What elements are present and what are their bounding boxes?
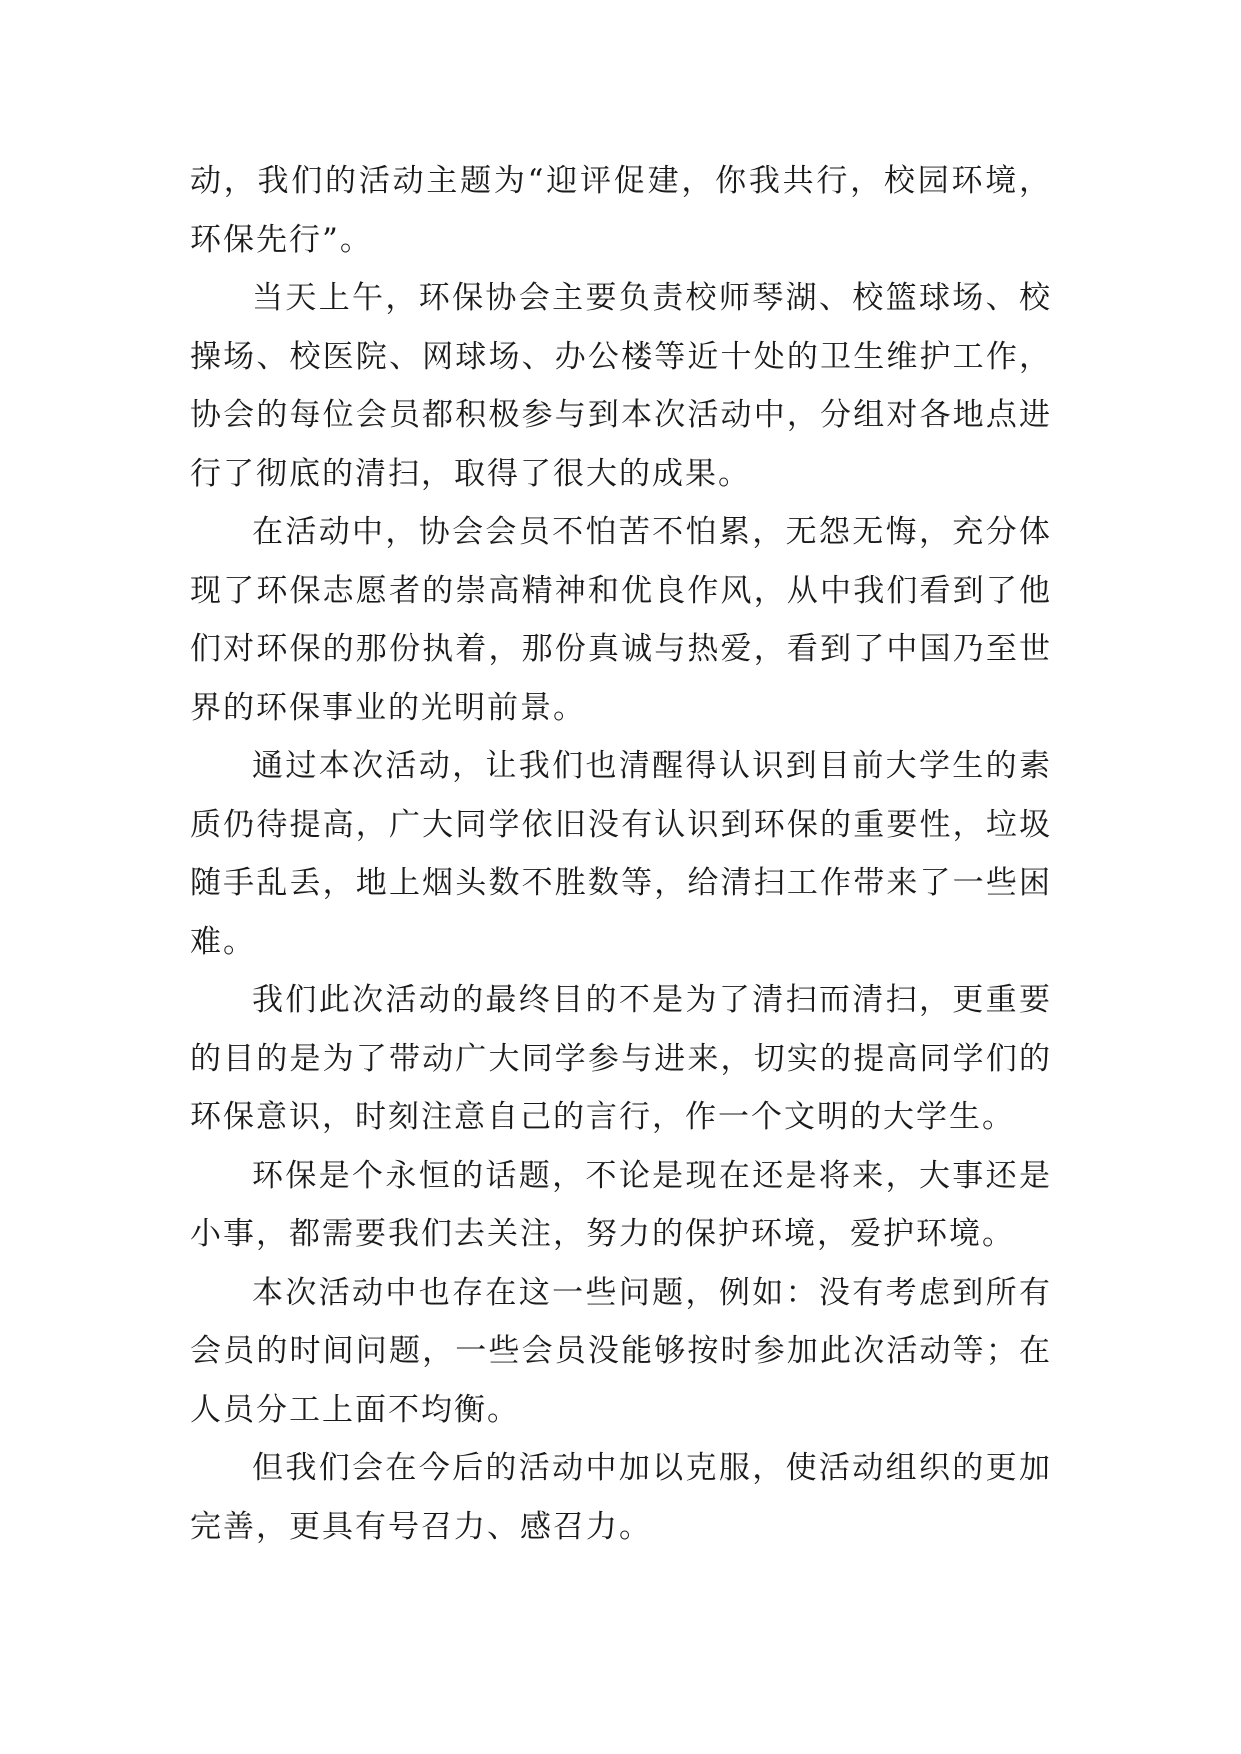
paragraph-1: 动，我们的活动主题为“迎评促建，你我共行，校园环境，环保先行”。 <box>190 163 1052 258</box>
paragraph-6: 环保是个永恒的话题，不论是现在还是将来，大事还是小事，都需要我们去关注，努力的保护环境，爱护环境。 <box>190 1157 1052 1252</box>
paragraph-4: 通过本次活动，让我们也清醒得认识到目前大学生的素质仍待提高，广大同学依旧没有认识到环保的重要性，垃圾随手乱丢，地上烟头数不胜数等，给清扫工作带来了一些困难。 <box>190 748 1052 960</box>
paragraph-8: 但我们会在今后的活动中加以克服，使活动组织的更加完善，更具有号召力、感召力。 <box>190 1450 1052 1545</box>
paragraph-5: 我们此次活动的最终目的不是为了清扫而清扫，更重要的目的是为了带动广大同学参与进来，切实的提高同学们的环保意识，时刻注意自己的言行，作一个文明的大学生。 <box>190 982 1052 1135</box>
paragraph-3: 在活动中，协会会员不怕苦不怕累，无怨无悔，充分体现了环保志愿者的崇高精神和优良作风，从中我们看到了他们对环保的那份执着，那份真诚与热爱，看到了中国乃至世界的环保事业的光明前景。 <box>190 514 1052 726</box>
paragraph-2: 当天上午，环保协会主要负责校师琴湖、校篮球场、校操场、校医院、网球场、办公楼等近十处的卫生维护工作，协会的每位会员都积极参与到本次活动中，分组对各地点进行了彻底的清扫，取得了很大的成果。 <box>190 280 1052 492</box>
document-body <box>190 152 1052 1556</box>
paragraph-7: 本次活动中也存在这一些问题，例如：没有考虑到所有会员的时间问题，一些会员没能够按时参加此次活动等；在人员分工上面不均衡。 <box>190 1274 1052 1428</box>
